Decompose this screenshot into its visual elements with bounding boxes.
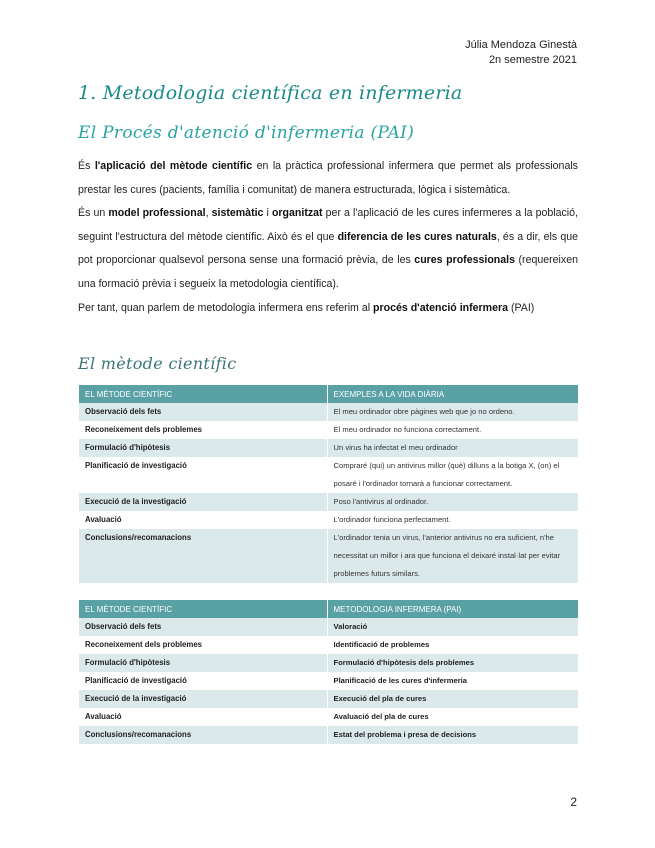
method-step-cell: Reconeixement dels problemes (79, 421, 327, 439)
description-cell: Execució del pla de cures (327, 690, 578, 708)
table-row (79, 403, 578, 421)
subsection-title: El Procés d'atenció d'infermeria (PAI) (78, 123, 415, 143)
paragraph-conclusion (78, 297, 578, 321)
paragraph-definition (78, 155, 578, 202)
section-title: 1. Metodologia científica en infermeria (78, 82, 463, 104)
text-run: És (78, 160, 95, 172)
table-row (79, 457, 578, 493)
description-cell: El meu ordinador no funciona correctament. (327, 421, 578, 439)
author-name: Júlia Mendoza Ginestà (465, 39, 577, 51)
table-row (79, 726, 578, 744)
description-cell: Estat del problema i presa de decisions (327, 726, 578, 744)
method-step-cell: Observació dels fets (79, 403, 327, 421)
text-run: Per tant, quan parlem de metodologia infermera ens referim al (78, 301, 374, 314)
table-row (79, 690, 578, 708)
method-step-cell: Planificació de investigació (79, 672, 327, 690)
examples-table (79, 385, 579, 583)
method-step-cell: Avaluació (79, 708, 327, 726)
text-run: (requereixen una formació prèvia i segueix la metodologia científica). (78, 254, 578, 290)
bold-text: organitzat (271, 207, 323, 220)
description-cell: Un virus ha infectat el meu ordinador (327, 439, 578, 457)
bold-text: l'aplicació del mètode científic (94, 160, 253, 172)
description-cell: Planificació de les cures d'infermeria (327, 672, 578, 690)
table-row (79, 511, 578, 529)
table-row (79, 421, 578, 439)
page-number: 2 (570, 795, 577, 809)
semester-label: 2n semestre 2021 (488, 54, 577, 66)
method-step-cell: Reconeixement dels problemes (79, 636, 327, 654)
bold-text: sistemàtic (211, 207, 264, 220)
table-row (79, 672, 578, 690)
description-cell: Avaluació del pla de cures (327, 708, 578, 726)
description-cell: Identificació de problemes (327, 636, 578, 654)
body-text (78, 155, 578, 320)
description-cell: L'ordinador funciona perfectament. (327, 511, 578, 529)
text-run: , (205, 207, 212, 220)
description-cell: Formulació d'hipòtesis dels problemes (327, 654, 578, 672)
bold-text: cures professionals (414, 254, 515, 267)
text-run: És un (78, 207, 109, 220)
table-row (79, 493, 578, 511)
text-run: , és a dir, els que pot proporcionar qualsevol persona sense una formació prèvia, de les (78, 230, 579, 267)
method-step-cell: Execució de la investigació (79, 493, 327, 511)
bold-text: model professional (108, 207, 206, 220)
method-step-cell: Conclusions/recomanacions (79, 726, 327, 744)
text-run: i (263, 207, 272, 220)
description-cell: Compraré (qui) un antivirus millor (què) dilluns a la botiga X, (on) el posaré i l'ordinador tornarà a funcionar correctament. (327, 457, 578, 493)
description-cell: Poso l'antivirus al ordinador. (327, 493, 578, 511)
method-step-cell: Execució de la investigació (79, 690, 327, 708)
description-cell: Valoració (327, 618, 578, 636)
bold-text: diferencia de les cures naturals (337, 230, 497, 243)
table-row (79, 636, 578, 654)
description-cell: L'ordinador tenia un virus, l'anterior antivirus no era suficient, n'he necessitat un millor i ara que funciona el deixaré instal·lat per evitar problemes futurs similars. (327, 529, 578, 583)
page-header (465, 38, 577, 68)
method-step-cell: Formulació d'hipòtesis (79, 654, 327, 672)
table-header-cell: EL MÈTODE CIENTÍFIC (79, 600, 327, 618)
table-row (79, 654, 578, 672)
table-row (79, 439, 578, 457)
method-step-cell: Formulació d'hipòtesis (79, 439, 327, 457)
table-row (79, 708, 578, 726)
bold-text: procés d'atenció infermera (373, 301, 509, 314)
pai-table (79, 600, 579, 744)
table-header-cell: EXEMPLES A LA VIDA DIÀRIA (327, 385, 578, 403)
description-cell: El meu ordinador obre pàgines web que jo no ordeno. (327, 403, 578, 421)
table-row (79, 529, 578, 583)
text-run: per a l'aplicació de les cures infermeres a la població, seguint l'estructura del mètode científic. Això és el que (78, 207, 578, 243)
table-row (79, 618, 578, 636)
method-heading: El mètode científic (78, 354, 237, 373)
text-run: en la pràctica professional infermera que permet als professionals prestar les cures (pacients, família i comunitat) de manera estructurada, lògica i sistemàtica. (78, 160, 578, 196)
table-header-cell: METODOLOGIA INFERMERA (PAI) (327, 600, 578, 618)
method-step-cell: Conclusions/recomanacions (79, 529, 327, 583)
method-step-cell: Avaluació (79, 511, 327, 529)
text-run: (PAI) (508, 301, 535, 314)
paragraph-model (78, 202, 578, 296)
method-step-cell: Planificació de investigació (79, 457, 327, 493)
method-step-cell: Observació dels fets (79, 618, 327, 636)
table-header-cell: EL MÈTODE CIENTÍFIC (79, 385, 327, 403)
